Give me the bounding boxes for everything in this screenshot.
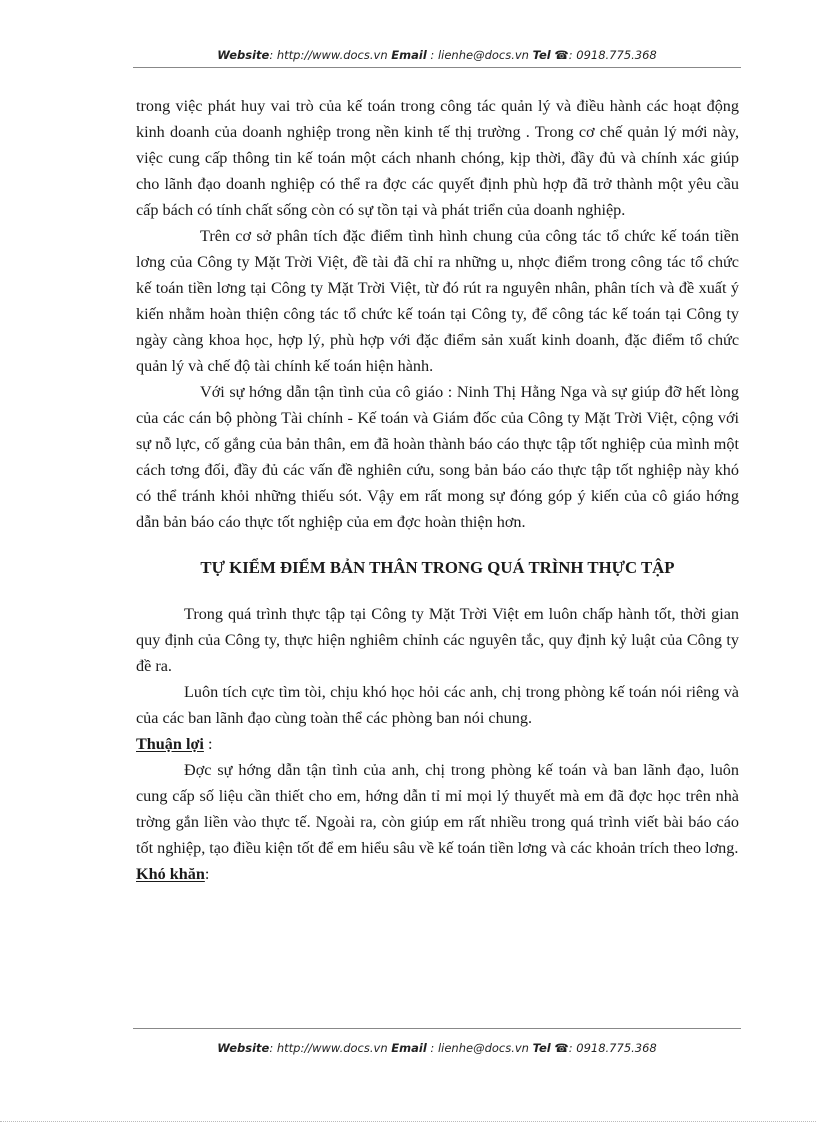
paragraph-learning: Luôn tích cực tìm tòi, chịu khó học hỏi các anh, chị trong phòng kế toán nói riêng và của các ban lãnh đạo cùng toàn thể các phòng ban nói chung. <box>136 683 739 727</box>
section-heading: TỰ KIỂM ĐIỂM BẢN THÂN TRONG QUÁ TRÌNH THỰC TẬP <box>200 558 675 577</box>
header-rule <box>133 67 741 68</box>
paragraph-internship-conduct: Trong quá trình thực tập tại Công ty Mặt Trời Việt em luôn chấp hành tốt, thời gian quy định của Công ty, thực hiện nghiêm chỉnh các nguyên tắc, quy định kỷ luật của Công ty đề ra. <box>136 605 739 675</box>
difficulties-label-colon: : <box>204 865 210 883</box>
paragraph-intro: trong việc phát huy vai trò của kế toán trong công tác quản lý và điều hành các hoạt động kinh doanh của doanh nghiệp trong nền kinh tế thị trường . Trong cơ chế quản lý mới này, việc cung cấp thông tin kế toán một cách nhanh chóng, kịp thời, đầy đủ và chính xác giúp cho lãnh đạo doanh nghiệp có thể ra đợc các quyết định phù hợp đã trở thành một yêu cầu cấp bách có tính chất sống còn có sự tồn tại và phát triển của doanh nghiệp. <box>136 97 739 219</box>
page-header <box>133 48 741 62</box>
footer-website-label: Website <box>217 1041 270 1055</box>
header-tel-label: Tel <box>532 48 551 62</box>
header-email-address: : lienhe@docs.vn <box>430 48 529 62</box>
header-email-label: Email <box>391 48 427 62</box>
footer-tel-number: : 0918.775.368 <box>568 1041 657 1055</box>
footer-rule <box>133 1028 741 1029</box>
advantages-label <box>136 731 739 757</box>
advantages-label-colon: : <box>203 735 213 753</box>
page-bottom-border <box>0 1121 816 1122</box>
difficulties-label-text: Khó khăn <box>136 865 205 883</box>
page-footer <box>133 1041 741 1055</box>
difficulties-label <box>136 861 739 887</box>
footer-email-label: Email <box>391 1041 427 1055</box>
phone-icon: ☎ <box>554 48 569 62</box>
footer-website-url: : http://www.docs.vn <box>269 1041 388 1055</box>
header-website-url: : http://www.docs.vn <box>269 48 388 62</box>
advantages-label-text: Thuận lợi <box>136 735 204 753</box>
paragraph-analysis: Trên cơ sở phân tích đặc điểm tình hình chung của công tác tổ chức kế toán tiền lơng của Công ty Mặt Trời Việt, đề tài đã chỉ ra những u, nhợc điểm trong công tác tổ chức kế toán tiền lơng tại Công ty Mặt Trời Việt, từ đó rút ra nguyên nhân, phân tích và đề xuất ý kiến nhằm hoàn thiện công tác tổ chức kế toán tại Công ty, để công tác kế toán tại Công ty ngày càng khoa học, hợp lý, phù hợp với đặc điểm sản xuất kinh doanh, đặc điểm tổ chức quản lý và chế độ tài chính kế toán hiện hành. <box>136 227 739 375</box>
phone-icon: ☎ <box>554 1041 569 1055</box>
paragraph-advantages: Đợc sự hớng dẫn tận tình của anh, chị trong phòng kế toán và ban lãnh đạo, luôn cung cấp số liệu cần thiết cho em, hớng dẫn tỉ mỉ mọi lý thuyết mà em đã đợc học trên nhà trờng gắn liền vào thực tế. Ngoài ra, còn giúp em rất nhiều trong quá trình viết bài báo cáo tốt nghiệp, tạo điều kiện tốt để em hiểu sâu về kế toán tiền lơng và các khoản trích theo lơng. <box>136 761 739 857</box>
footer-tel-label: Tel <box>532 1041 551 1055</box>
footer-email-address: : lienhe@docs.vn <box>430 1041 529 1055</box>
document-body <box>136 93 739 887</box>
header-website-label: Website <box>217 48 270 62</box>
header-tel-number: : 0918.775.368 <box>568 48 657 62</box>
paragraph-acknowledgement: Với sự hớng dẫn tận tình của cô giáo : Ninh Thị Hằng Nga và sự giúp đỡ hết lòng của các cán bộ phòng Tài chính - Kế toán và Giám đốc của Công ty Mặt Trời Việt, cộng với sự nỗ lực, cố gắng của bản thân, em đã hoàn thành báo cáo thực tập tốt nghiệp của mình một cách tơng đối, đầy đủ các vấn đề nghiên cứu, song bản báo cáo thực tập tốt nghiệp này khó có thể tránh khỏi những thiếu sót. Vậy em rất mong sự đóng góp ý kiến của cô giáo hớng dẫn bản báo cáo thực tốt nghiệp của em đợc hoàn thiện hơn. <box>136 383 739 531</box>
